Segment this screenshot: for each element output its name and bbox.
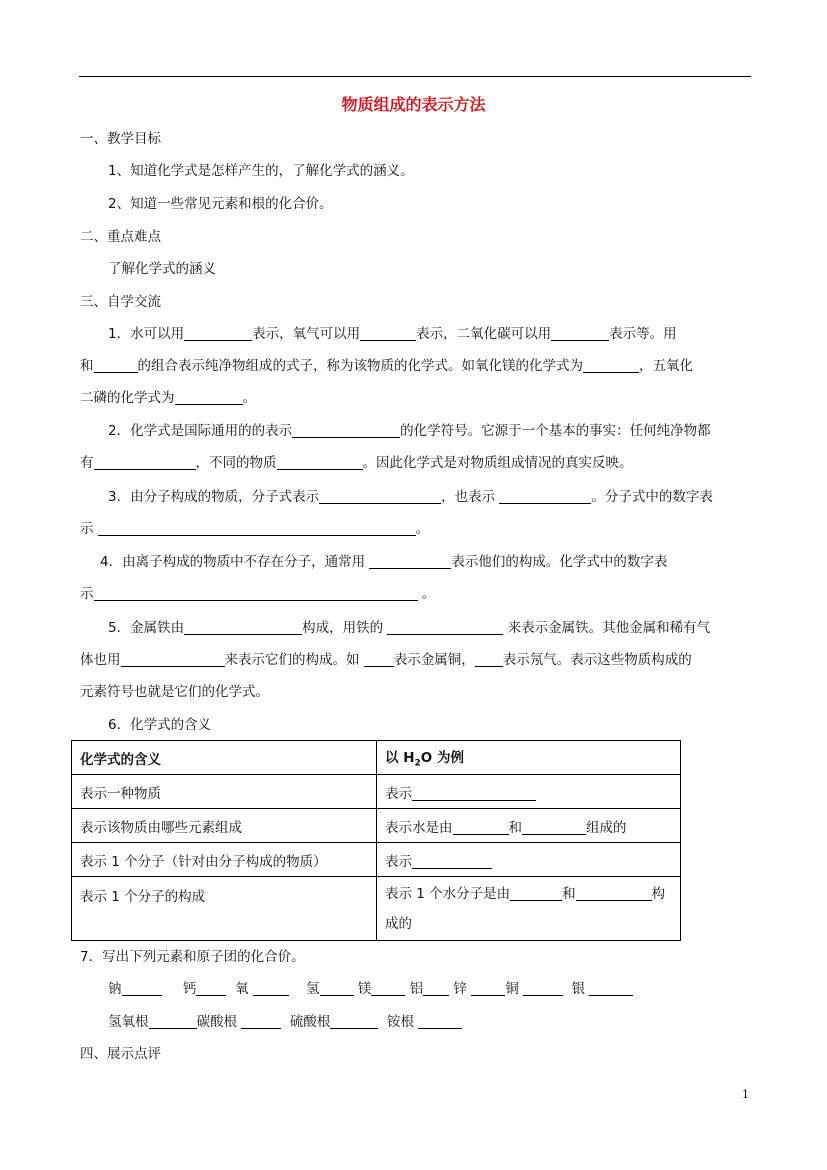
valence-row-elements	[108, 980, 633, 998]
answer-blank[interactable]	[94, 358, 138, 373]
element-label: 银	[571, 981, 586, 997]
table-header-row	[72, 741, 681, 775]
subscript: 2	[414, 758, 421, 769]
answer-blank[interactable]	[576, 886, 652, 901]
page-number: 1	[742, 1088, 749, 1101]
question-1-line-2	[80, 357, 693, 375]
text: 表示金属铜，	[393, 652, 475, 668]
answer-blank[interactable]	[522, 820, 586, 835]
answer-blank[interactable]	[253, 981, 289, 996]
answer-blank[interactable]	[320, 981, 354, 996]
text: ，也表示	[441, 489, 496, 505]
text: 和	[508, 819, 522, 836]
header-rule	[79, 76, 751, 77]
answer-blank[interactable]	[330, 1014, 378, 1029]
text: 和	[80, 358, 94, 374]
text: 的化学符号。它源于一个基本的事实：任何纯净物都	[400, 423, 711, 439]
text: 的组合表示纯净物组成的式子，称为该物质的化学式。如氧化镁的化学式为	[137, 358, 583, 374]
element-label: 氢	[306, 981, 320, 997]
text: 2．化学式是国际通用的的表示	[108, 423, 293, 439]
table-row	[72, 877, 681, 941]
question-2-line-1	[108, 422, 711, 440]
page-title: 物质组成的表示方法	[341, 95, 486, 114]
table-row	[72, 843, 681, 877]
text: 表示 1 个水分子是由	[385, 885, 511, 902]
question-3-line-1	[108, 488, 713, 506]
table-cell	[377, 775, 681, 809]
text: O 为例	[420, 750, 464, 767]
table-cell	[377, 877, 681, 941]
text: ，不同的物质	[195, 455, 277, 471]
table-cell	[377, 809, 681, 843]
answer-blank[interactable]	[360, 326, 416, 341]
table-cell	[377, 843, 681, 877]
text: 表示他们的构成。化学式中的数字表	[451, 554, 668, 570]
answer-blank[interactable]	[319, 489, 441, 504]
answer-blank[interactable]	[412, 786, 536, 801]
answer-blank[interactable]	[292, 423, 400, 438]
answer-blank[interactable]	[551, 326, 609, 341]
answer-blank[interactable]	[499, 489, 591, 504]
answer-blank[interactable]	[453, 820, 509, 835]
section-heading-keypoints: 二、重点难点	[80, 229, 161, 245]
answer-blank[interactable]	[98, 521, 416, 536]
element-label: 铝	[409, 981, 424, 997]
answer-blank[interactable]	[412, 854, 492, 869]
radical-label: 铵根	[386, 1014, 414, 1030]
table-cell: 表示该物质由哪些元素组成	[72, 809, 377, 843]
table-cell: 表示一种物质	[72, 775, 377, 809]
objective-item: 1、知道化学式是怎样产生的，了解化学式的涵义。	[108, 163, 414, 179]
element-label: 氧	[235, 981, 249, 997]
answer-blank[interactable]	[583, 358, 639, 373]
text: 。分子式中的数字表	[591, 489, 713, 505]
answer-blank[interactable]	[387, 620, 503, 635]
question-4-line-2	[80, 585, 435, 603]
text: 示	[80, 521, 94, 537]
answer-blank[interactable]	[418, 1014, 462, 1029]
text: 以 H	[385, 750, 415, 767]
text: 二磷的化学式为	[80, 390, 175, 406]
formula-meaning-table	[71, 740, 681, 941]
valence-row-radicals	[108, 1013, 462, 1031]
answer-blank[interactable]	[122, 981, 162, 996]
section-heading-objectives: 一、教学目标	[80, 131, 161, 147]
answer-blank[interactable]	[589, 981, 633, 996]
answer-blank[interactable]	[523, 981, 563, 996]
table-row	[72, 809, 681, 843]
text: 和	[562, 885, 576, 902]
answer-blank[interactable]	[94, 455, 196, 470]
text: 成的	[385, 915, 412, 932]
element-label: 钠	[108, 981, 122, 997]
element-label: 镁	[357, 981, 372, 997]
text: 4．由离子构成的物质中不存在分子，通常用	[100, 554, 366, 570]
radical-label: 碳酸根	[196, 1014, 237, 1030]
answer-blank[interactable]	[277, 455, 363, 470]
question-5-line-2	[80, 651, 692, 669]
question-7-heading: 7．写出下列元素和原子团的化合价。	[80, 949, 305, 965]
answer-blank[interactable]	[471, 981, 505, 996]
radical-label: 氢氧根	[108, 1014, 149, 1030]
text: 表示，二氧化碳可以用	[416, 326, 552, 342]
radical-label: 硫酸根	[289, 1014, 331, 1030]
element-label: 铜	[505, 981, 519, 997]
answer-blank[interactable]	[184, 326, 252, 341]
answer-blank[interactable]	[121, 652, 225, 667]
answer-blank[interactable]	[184, 620, 302, 635]
text: 。	[421, 586, 436, 602]
text: 3．由分子构成的物质，分子式表示	[108, 489, 320, 505]
answer-blank[interactable]	[196, 981, 226, 996]
table-cell: 表示 1 个分子（针对由分子构成的物质）	[72, 843, 377, 877]
text: 表示	[385, 785, 412, 802]
question-5-line-3: 元素符号也就是它们的化学式。	[80, 684, 269, 700]
text: 体也用	[80, 652, 121, 668]
text: ，五氧化	[639, 358, 693, 374]
section-heading-presentation: 四、展示点评	[80, 1046, 161, 1062]
objective-item: 2、知道一些常见元素和根的化合价。	[108, 196, 333, 212]
table-header-cell	[377, 741, 681, 775]
table-row	[72, 775, 681, 809]
answer-blank[interactable]	[175, 390, 243, 405]
text: 示	[80, 586, 94, 602]
text: 表示等。用	[609, 326, 677, 342]
text: 表示水是由	[385, 819, 453, 836]
text: 表示氖气。表示这些物质构成的	[502, 652, 692, 668]
text: 。因此化学式是对物质组成情况的真实反映。	[362, 455, 633, 471]
answer-blank[interactable]	[241, 1014, 281, 1029]
answer-blank[interactable]	[149, 1014, 197, 1029]
text: 构	[651, 885, 666, 902]
answer-blank[interactable]	[94, 586, 418, 601]
text: 1．水可以用	[108, 326, 185, 342]
element-label: 钙	[182, 981, 197, 997]
table-header-cell: 化学式的含义	[72, 741, 377, 775]
text: 来表示金属铁。其他金属和稀有气	[507, 620, 711, 636]
answer-blank[interactable]	[510, 886, 562, 901]
section-heading-selfstudy: 三、自学交流	[80, 294, 161, 310]
question-3-line-2	[80, 520, 429, 538]
question-5-line-1	[108, 619, 710, 637]
text: 。	[242, 390, 256, 406]
answer-blank[interactable]	[423, 981, 449, 996]
answer-blank[interactable]	[364, 652, 394, 667]
question-1-line-1	[108, 325, 677, 343]
question-1-line-3	[80, 389, 256, 407]
answer-blank[interactable]	[475, 652, 503, 667]
text: 表示	[385, 853, 412, 870]
question-6-label: 6．化学式的含义	[108, 717, 212, 733]
text: 5．金属铁由	[108, 620, 185, 636]
keypoint-text: 了解化学式的涵义	[108, 261, 216, 277]
text: 组成的	[586, 819, 627, 836]
question-4-line-1	[100, 553, 667, 571]
table-cell: 表示 1 个分子的构成	[72, 877, 377, 941]
text: 来表示它们的构成。如	[224, 652, 360, 668]
element-label: 锌	[453, 981, 467, 997]
question-2-line-2	[80, 454, 633, 472]
text: 构成，用铁的	[302, 620, 384, 636]
text: 。	[415, 521, 430, 537]
text: 有	[80, 455, 94, 471]
answer-blank[interactable]	[371, 981, 405, 996]
text: 表示，氧气可以用	[252, 326, 361, 342]
answer-blank[interactable]	[369, 554, 451, 569]
